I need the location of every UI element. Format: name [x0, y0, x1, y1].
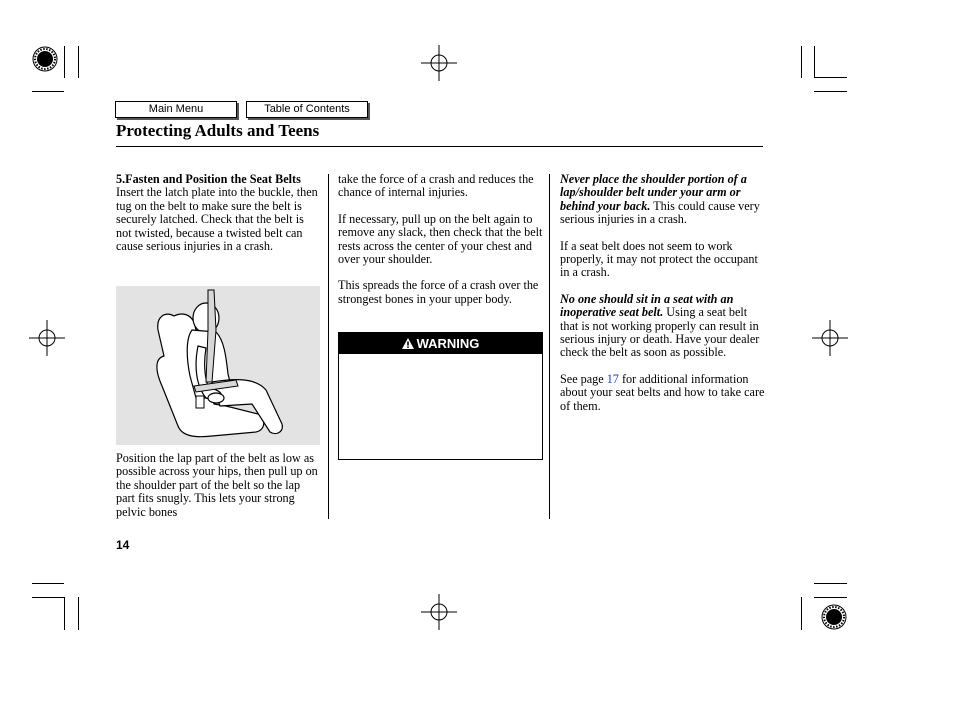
paragraph: take the force of a crash and reduces the chance of internal injuries.: [338, 172, 534, 200]
body-text: This could cause very serious injuries in a crash.: [560, 198, 760, 227]
seatbelt-illustration: [116, 286, 320, 445]
paragraph: [560, 293, 766, 360]
main-menu-button[interactable]: Main Menu: [115, 101, 237, 118]
paragraph: Insert the latch plate into the buckle, then tug on the belt to make sure the belt is securely latched. Check that the belt is not twisted, because a twisted belt can cause serious injuries in a crash.: [116, 185, 318, 254]
warning-label: WARNING: [416, 336, 480, 351]
column-3: [560, 173, 766, 426]
warning-header: [339, 333, 542, 354]
table-of-contents-button[interactable]: Table of Contents: [246, 101, 368, 118]
warning-box: [338, 332, 543, 460]
section-title: Protecting Adults and Teens: [116, 121, 320, 140]
crosshair-mark-top: [421, 45, 457, 81]
sunburst-mark-top-left: [33, 47, 57, 71]
page-link[interactable]: 17: [606, 371, 619, 386]
paragraph: If a seat belt does not seem to work properly, it may not protect the occupant in a crash.: [560, 238, 758, 280]
body-text: See page: [560, 371, 607, 386]
column-divider: [328, 174, 329, 519]
body-text: for additional information about your seat belts and how to take care of them.: [560, 371, 765, 413]
step-heading: 5.Fasten and Position the Seat Belts: [116, 172, 301, 186]
crosshair-mark-left: [29, 320, 65, 356]
title-rule: [116, 146, 763, 147]
column-1-continued: [116, 452, 322, 532]
column-2: [338, 173, 543, 319]
crosshair-mark-bottom: [421, 594, 457, 630]
emphasis-text: Never place the shoulder portion of a lap/shoulder belt under your arm or behind your back.: [560, 172, 747, 213]
seated-person-with-seatbelt-icon: [116, 286, 320, 445]
paragraph: If necessary, pull up on the belt again to remove any slack, then check that the belt rests across the center of your chest and over your shoulder.: [338, 211, 543, 267]
paragraph: [560, 373, 766, 413]
paragraph: This spreads the force of a crash over the strongest bones in your upper body.: [338, 278, 539, 306]
sunburst-mark-bottom-right: [822, 605, 846, 629]
page-number: 14: [116, 538, 130, 552]
emphasis-text: No one should sit in a seat with an inoperative seat belt.: [560, 291, 734, 320]
crosshair-mark-right: [812, 320, 848, 356]
column-1: [116, 173, 322, 266]
warning-triangle-icon: [402, 338, 414, 349]
column-divider: [549, 174, 550, 519]
body-text: Using a seat belt that is not working properly can result in serious injury or death. Have your dealer check the belt as soon as possible.: [560, 305, 760, 360]
paragraph: [560, 173, 766, 227]
paragraph: Position the lap part of the belt as low as possible across your hips, then pull up on the shoulder part of the belt so the lap part fits snugly. This lets your strong pelvic bones: [116, 451, 318, 519]
